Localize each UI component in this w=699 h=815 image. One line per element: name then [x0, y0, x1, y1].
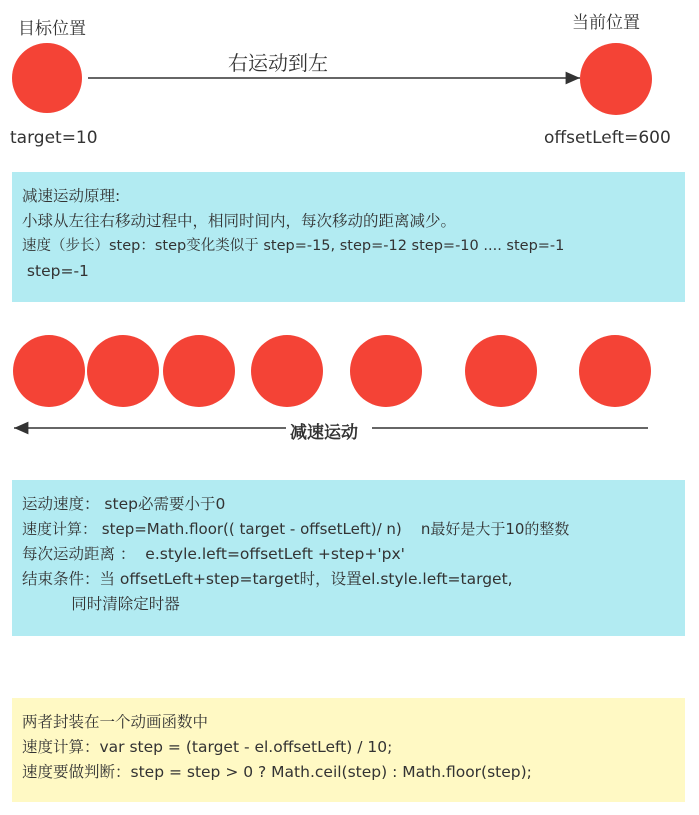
principle-line-2: 小球从左往右移动过程中，相同时间内，每次移动的距离减少。: [22, 212, 457, 230]
formula-line-5: 同时清除定时器: [22, 595, 180, 613]
ball-6: [465, 335, 537, 407]
target-value: target=10: [10, 128, 98, 148]
principle-line-3: 速度（步长）step：step变化类似于 step=-15, step=-12 step=-10 .... step=-1: [22, 238, 565, 254]
ball-3: [163, 335, 235, 407]
target-position-title: 目标位置: [18, 19, 86, 39]
encapsulation-line-2: 速度计算：var step = (target - el.offsetLeft) / 10;: [22, 738, 393, 756]
principle-box: [12, 172, 685, 302]
formula-line-1: 运动速度： step必需要小于0: [22, 495, 226, 513]
ball-5: [350, 335, 422, 407]
decel-arrow-label: 减速运动: [290, 423, 358, 443]
formula-line-4: 结束条件：当 offsetLeft+step=target时，设置el.style.left=target,: [22, 570, 513, 588]
principle-line-4: step=-1: [22, 262, 89, 280]
formula-line-2: 速度计算： step=Math.floor(( target - offsetLeft)/ n) n最好是大于10的整数: [22, 520, 570, 538]
current-position-title: 当前位置: [572, 13, 640, 33]
encapsulation-box: [12, 698, 685, 802]
encapsulation-line-3: 速度要做判断：step = step > 0 ? Math.ceil(step) : Math.floor(step);: [22, 763, 532, 781]
encapsulation-line-1: 两者封装在一个动画函数中: [22, 713, 209, 731]
ball-7: [579, 335, 651, 407]
ball-2: [87, 335, 159, 407]
principle-line-1: 减速运动原理:: [22, 187, 121, 205]
arrow-label: 右运动到左: [228, 51, 328, 75]
ball-4: [251, 335, 323, 407]
formula-box: [12, 480, 685, 636]
offsetleft-value: offsetLeft=600: [544, 128, 671, 148]
formula-line-3: 每次运动距离 ： e.style.left=offsetLeft +step+'px': [22, 545, 405, 563]
ball-1: [13, 335, 85, 407]
